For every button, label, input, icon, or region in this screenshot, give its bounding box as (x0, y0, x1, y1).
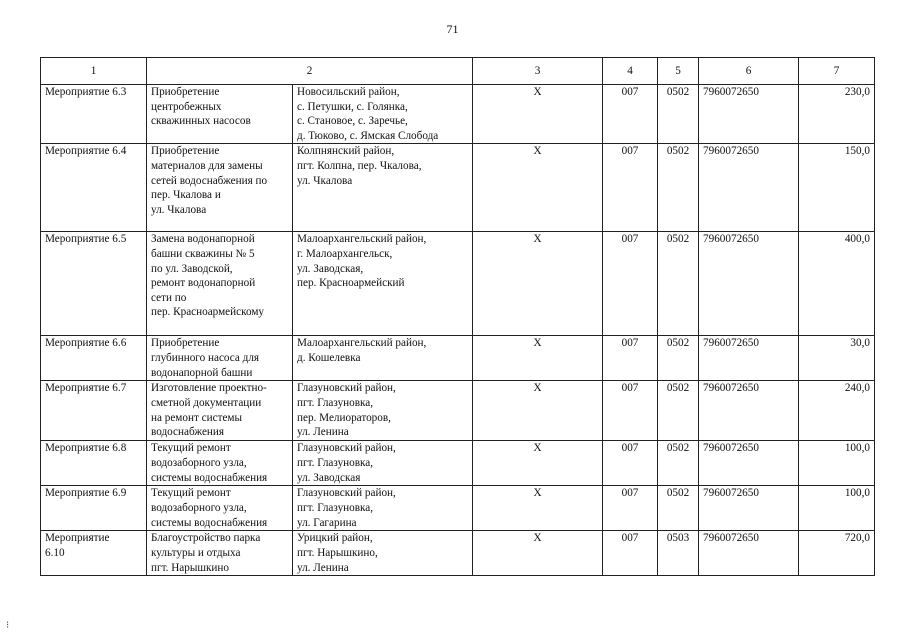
col3-cell: Х (473, 144, 603, 232)
table-row (41, 85, 875, 144)
location-cell: Урицкий район, пгт. Нарышкино, ул. Ленина (293, 531, 473, 576)
amount-cell: 100,0 (799, 486, 875, 531)
col5-cell: 0502 (658, 232, 699, 336)
col3-cell: Х (473, 381, 603, 441)
table-row (41, 381, 875, 441)
page-number: 71 (446, 22, 459, 36)
location-cell: Малоархангельский район, г. Малоархангельск, ул. Заводская, пер. Красноармейский (293, 232, 473, 336)
col5-cell: 0502 (658, 441, 699, 486)
description-cell: Приобретение материалов для замены сетей водоснабжения по пер. Чкалова и ул. Чкалова (147, 144, 293, 232)
header-col-3: 3 (473, 58, 603, 85)
col3-cell: Х (473, 85, 603, 144)
event-cell: Мероприятие 6.3 (41, 85, 147, 144)
table-row (41, 531, 875, 576)
col6-cell: 7960072650 (699, 441, 799, 486)
header-col-1: 1 (41, 58, 147, 85)
event-cell: Мероприятие 6.10 (41, 531, 147, 576)
table-row (41, 232, 875, 336)
col3-cell: Х (473, 336, 603, 381)
amount-cell: 100,0 (799, 441, 875, 486)
location-cell: Глазуновский район, пгт. Глазуновка, пер. Мелиораторов, ул. Ленина (293, 381, 473, 441)
header-row (41, 58, 875, 85)
description-cell: Приобретение глубинного насоса для водонапорной башни (147, 336, 293, 381)
col5-cell: 0503 (658, 531, 699, 576)
description-cell: Текущий ремонт водозаборного узла, системы водоснабжения (147, 441, 293, 486)
col3-cell: Х (473, 441, 603, 486)
location-cell: Малоархангельский район, д. Кошелевка (293, 336, 473, 381)
description-cell: Изготовление проектно- сметной документации на ремонт системы водоснабжения (147, 381, 293, 441)
scan-artifact: ⁝ (6, 620, 10, 631)
col6-cell: 7960072650 (699, 381, 799, 441)
col4-cell: 007 (603, 381, 658, 441)
col4-cell: 007 (603, 144, 658, 232)
description-cell: Приобретение центробежных скважинных насосов (147, 85, 293, 144)
amount-cell: 30,0 (799, 336, 875, 381)
header-col-4: 4 (603, 58, 658, 85)
table-row (41, 144, 875, 232)
table-row (41, 336, 875, 381)
col4-cell: 007 (603, 232, 658, 336)
col3-cell: Х (473, 486, 603, 531)
col4-cell: 007 (603, 441, 658, 486)
col6-cell: 7960072650 (699, 144, 799, 232)
col4-cell: 007 (603, 85, 658, 144)
description-cell: Замена водонапорной башни скважины № 5 по ул. Заводской, ремонт водонапорной сети по пер. Красноармейскому (147, 232, 293, 336)
amount-cell: 400,0 (799, 232, 875, 336)
location-cell: Новосильский район, с. Петушки, с. Голянка, с. Становое, с. Заречье, д. Тюково, с. Ямская Слобода (293, 85, 473, 144)
event-cell: Мероприятие 6.5 (41, 232, 147, 336)
header-col-6: 6 (699, 58, 799, 85)
col5-cell: 0502 (658, 336, 699, 381)
col6-cell: 7960072650 (699, 486, 799, 531)
event-cell: Мероприятие 6.4 (41, 144, 147, 232)
location-cell: Глазуновский район, пгт. Глазуновка, ул. Гагарина (293, 486, 473, 531)
location-cell: Колпнянский район, пгт. Колпна, пер. Чкалова, ул. Чкалова (293, 144, 473, 232)
header-col-7: 7 (799, 58, 875, 85)
description-cell: Благоустройство парка культуры и отдыха пгт. Нарышкино (147, 531, 293, 576)
description-cell: Текущий ремонт водозаборного узла, системы водоснабжения (147, 486, 293, 531)
table-row (41, 486, 875, 531)
amount-cell: 720,0 (799, 531, 875, 576)
col5-cell: 0502 (658, 486, 699, 531)
col3-cell: Х (473, 232, 603, 336)
amount-cell: 240,0 (799, 381, 875, 441)
event-cell: Мероприятие 6.6 (41, 336, 147, 381)
col5-cell: 0502 (658, 85, 699, 144)
amount-cell: 150,0 (799, 144, 875, 232)
col5-cell: 0502 (658, 144, 699, 232)
col5-cell: 0502 (658, 381, 699, 441)
budget-table (40, 57, 875, 576)
table-row (41, 441, 875, 486)
header-col-2: 2 (147, 58, 473, 85)
location-cell: Глазуновский район, пгт. Глазуновка, ул. Заводская (293, 441, 473, 486)
event-cell: Мероприятие 6.9 (41, 486, 147, 531)
col4-cell: 007 (603, 531, 658, 576)
event-cell: Мероприятие 6.7 (41, 381, 147, 441)
event-cell: Мероприятие 6.8 (41, 441, 147, 486)
col6-cell: 7960072650 (699, 531, 799, 576)
col6-cell: 7960072650 (699, 336, 799, 381)
header-col-5: 5 (658, 58, 699, 85)
col3-cell: Х (473, 531, 603, 576)
col6-cell: 7960072650 (699, 85, 799, 144)
col6-cell: 7960072650 (699, 232, 799, 336)
col4-cell: 007 (603, 486, 658, 531)
col4-cell: 007 (603, 336, 658, 381)
amount-cell: 230,0 (799, 85, 875, 144)
